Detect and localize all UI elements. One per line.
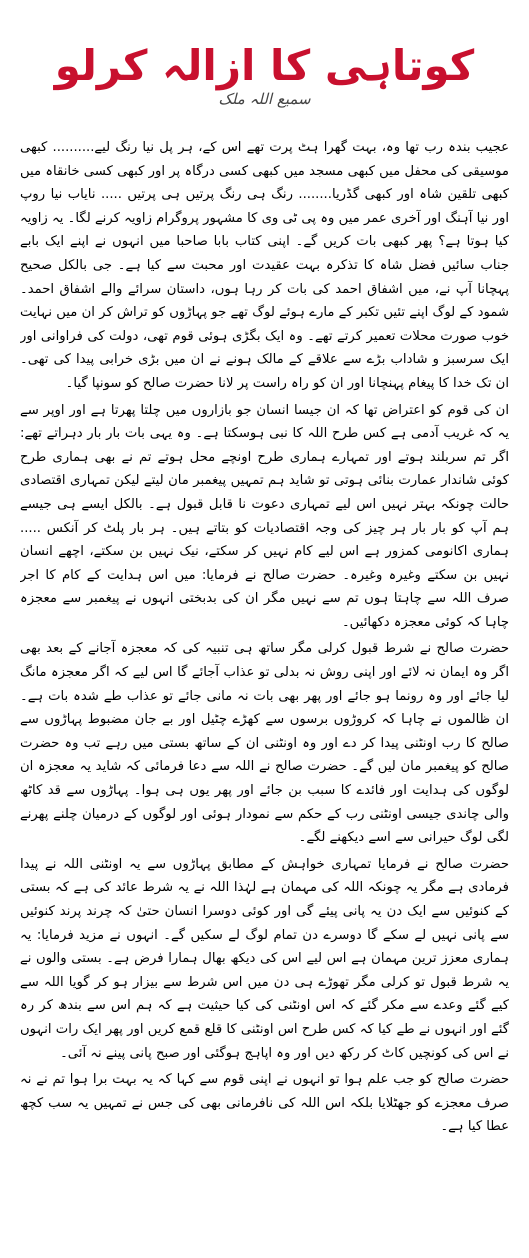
article-body	[20, 136, 509, 1254]
author-byline: سمیع اللہ ملک	[218, 90, 311, 108]
paragraph: حضرت صالح کو جب علم ہوا تو انہوں نے اپنی قوم سے کہا کہ یہ بہت برا ہوا تم نے نہ صرف معجزے کو جھٹلایا بلکہ اس اللہ کی نافرمانی بھی کی جس نے تمہیں یہ سب کچھ عطا کیا ہے۔	[20, 1072, 509, 1135]
paragraph: ان کی قوم کو اعتراض تھا کہ ان جیسا انسان جو بازاروں میں چلتا پھرتا ہے اور اوپر سے یہ کہ غریب آدمی ہے کس طرح اللہ کا نبی ہوسکتا ہے۔ وہ یہی بات بار بار دہراتے تھے: اگر تم سربلند ہوتے اور تمہارے ہماری طرح اونچے محل ہوتے تم نے بھی ہماری طرح کوئی شاندار عمارت بنائی ہوتی تو شاید ہم تمہیں پیغمبر مان لیتے لیکن تمہاری اقتصادی حالت چونکہ بہتر نہیں اس لیے تمہاری دعوت نا قابل قبول ہے۔ بالکل ایسے ہی جیسے ہم آپ کو بار بار ہر چیز کی وجہ اقتصادیات کو بتاتے ہیں۔ ہر بار پلٹ کر آنکس ..... ہماری اکانومی کمزور ہے اس لیے کام نہیں کر سکتے، نیک نہیں بن سکتے، اچھے انسان نہیں بن سکتے وغیرہ وغیرہ۔ حضرت صالح نے فرمایا: میں اس ہدایت کے کام کا اجر صرف اللہ سے چاہتا ہوں تم سے نہیں مگر ان کی بدبختی انہوں نے پیغمبر سے معجزہ چاہا کہ کوئی معجزہ دکھائیں۔	[20, 402, 509, 630]
paragraph: عجیب بندہ رب تھا وہ، بہت گھرا ہٹ پرت تھے اس کے، ہر پل نیا رنگ لیے.......... کبھی موسیقی کی محفل میں کبھی مسجد میں کبھی کسی درگاہ پر اور کبھی کسی خانقاہ میں کبھی تلقین شاہ اور کبھی گڈریا........ رنگ ہی رنگ پرتیں ہی پرتیں ..... نایاب نیا روپ اور نیا آہنگ اور آخری عمر میں وہ پی ٹی وی کا مشہور پروگرام زاویہ کرنے لگا۔ یہ زاویہ کیا ہوتا ہے؟ پھر کبھی بات کریں گے۔ اپنی کتاب بابا صاحبا میں انہوں نے اپنے ایک بابے جناب سائیں فضل شاہ کا تذکرہ بہت عقیدت اور محبت سے کیا ہے۔ جی بالکل صحیح پہچانا آپ نے، میں اشفاق احمد کی بات کر رہا ہوں، داستان سرائے والے اشفاق احمد۔ شمود کے لوگ اپنے تئیں تکبر کے مارے ہوئے لوگ تھے جو پہاڑوں کو تراش کر ان میں نہایت خوب صورت محلات تعمیر کرتے تھے۔ وہ ایک بگڑی ہوئی قوم تھی، دولت کی فراوانی اور ایک سرسبز و شاداب بڑے سے علاقے کے مالک ہونے نے ان میں بڑی خرابی پیدا کی تھی۔ ان تک خدا کا پیغام پہنچانا اور ان کو راہ راست پر لانا حضرت صالح کو سونپا گیا۔	[20, 140, 509, 391]
paragraph: حضرت صالح نے شرط قبول کرلی مگر ساتھ ہی تنبیہ کی کہ معجزہ آجانے کے بعد بھی اگر وہ ایمان نہ لائے اور اپنی روش نہ بدلی تو عذاب آجائے گا اس لیے کہ اگر معجزہ مانگ لیا جائے اور وہ رونما ہو جائے اور پھر بھی بات نہ مانی جائے تو عذاب طے شدہ بات ہے۔ ان ظالموں نے چاہا کہ کروڑوں برسوں سے کھڑے چٹیل اور بے جان مضبوط پہاڑوں سے صالح کا رب اونٹنی پیدا کر دے اور وہ اونٹنی ان کے ساتھ بستی میں رہے تب وہ حضرت صالح کو پیغمبر مان لیں گے۔ حضرت صالح نے اللہ سے دعا فرمائی کہ شاید یہ معجزہ ان لوگوں کی ہدایت اور فائدے کا سبب بن جائے اور پھر یوں ہی ہوا۔ پہاڑوں سے قد کاٹھ والی چاندی جیسی اونٹنی رب کے حکم سے نمودار ہوئی اور لوگوں کے درمیان چلنے پھرنے لگی لوگ حیرانی سے اسے دیکھنے لگے۔	[20, 641, 509, 846]
article-title: کوتاہی کا ازالہ کرلو	[54, 41, 475, 90]
paragraph: حضرت صالح نے فرمایا تمہاری خواہش کے مطابق پہاڑوں سے یہ اونٹنی اللہ نے پیدا فرمادی ہے مگر یہ چونکہ اللہ کی مہمان ہے لہٰذا اللہ نے یہ شرط عائد کی ہے کہ بستی کے کنوئیں سے ایک دن یہ پانی پیئے گی اور کوئی دوسرا انسان حتیٰ کہ چرند پرند کنوئیں سے پانی نہیں لے سکے گا دوسرے دن تمام لوگ لے سکیں گے۔ انہوں نے مزید فرمایا: یہ ہماری معزز ترین مہمان ہے اس لیے اس کی دیکھ بھال ہمارا فرض ہے۔ بستی والوں نے یہ شرط قبول تو کرلی مگر تھوڑے ہی دن میں اس شرط سے بیزار ہو کر گویا اللہ سے کیے گئے وعدے سے مکر گئے کہ اس اونٹنی کی کیا حیثیت ہے کہ ہم اس سے بندھ کر رہ گئے اور انہوں نے طے کیا کہ کس طرح اس اونٹنی کا قلع قمع کریں اور پھر ایک رات انہوں نے اس کی کونچیں کاٹ کر رکھ دیں اور وہ اپاہج ہوگئی اور صبح پانی پینے نہ آئی۔	[20, 856, 509, 1061]
